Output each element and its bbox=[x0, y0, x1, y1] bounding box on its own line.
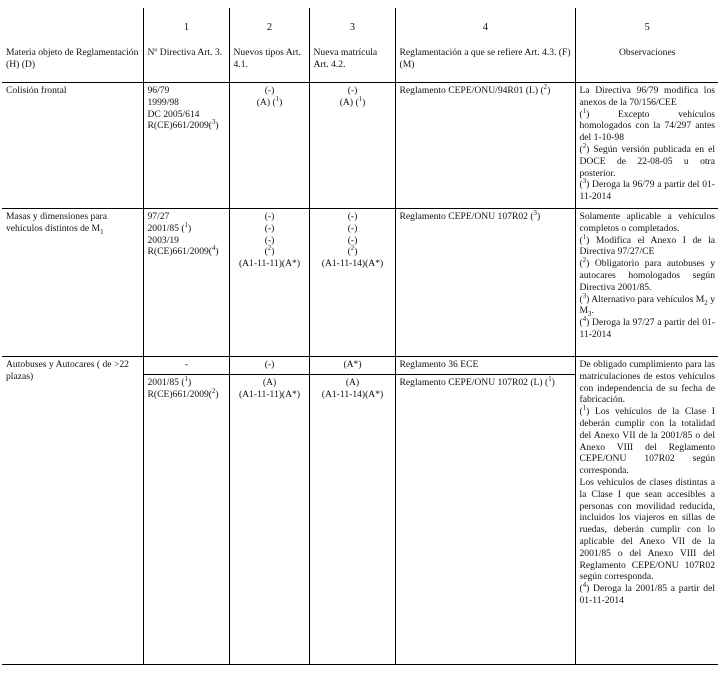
new-registration-cell: (-) (A) ($^1$) bbox=[309, 83, 395, 209]
regulation-cell: Reglamento 36 ECE bbox=[395, 357, 575, 375]
column-number: 4 bbox=[482, 22, 489, 33]
table-header-row bbox=[2, 8, 718, 83]
column-number: 5 bbox=[644, 22, 650, 33]
directive-cell: 2001/85 ($^1$) R(CE)661/2009($^2$) bbox=[143, 375, 229, 665]
regulation-cell: Reglamento CEPE/ONU 107R02 (L) ($^1$) bbox=[395, 375, 575, 665]
header-cell-directive bbox=[143, 8, 229, 83]
new-registration-cell: (A) (A1-11-14)(A*) bbox=[309, 375, 395, 665]
new-registration-cell: (-) (-) (-) ($^2$) (A1-11-14)(A*) bbox=[309, 209, 395, 357]
column-number: 2 bbox=[266, 22, 273, 33]
header-cell-new-types bbox=[229, 8, 309, 83]
new-types-cell: (A) (A1-11-11)(A*) bbox=[229, 375, 309, 665]
observations-cell: De obligado cumplimiento para las matriculaciones de estos vehículos con independencia de su fecha de fabricación. ($^1$) Los vehículos de la Clase I deberán cumplir con la totalidad del Anexo VII de la 2001/85 o del Anexo VIII del Reglamento CEPE/ONU 107R02 según corresponda. Los vehículos de clases distintas a la Clase I que sean accesibles a personas con movilidad reducida, incluidos los viajeros en sillas de ruedas, deberán cumplir con lo aplicable del Anexo VII de la 2001/85 o del Anexo VIII del Reglamento CEPE/ONU 107R02 según corresponda. ($^4$) Deroga la 2001/85 a partir del 01-11-2014 bbox=[575, 357, 718, 665]
regulation-table bbox=[2, 8, 718, 665]
new-registration-cell: (A*) bbox=[309, 357, 395, 375]
new-types-cell: (-) (A) ($^1$) bbox=[229, 83, 309, 209]
observations-cell: La Directiva 96/79 modifica los anexos de la 70/156/CEE ($^1$) Excepto vehículos homologados con la 74/297 antes del 1-10-98 ($^2$) Según versión publicada en el DOCE de 22-08-05 u otra posterior. ($^3$) Deroga la 96/79 a partir del 01-11-2014 bbox=[575, 83, 718, 209]
column-number: 3 bbox=[349, 22, 356, 33]
subject-cell: Masas y dimensiones para vehículos distintos de $M_1$ bbox=[2, 209, 143, 357]
header-cell-subject bbox=[2, 8, 143, 83]
table-row bbox=[2, 83, 718, 209]
subject-cell: Colisión frontal bbox=[2, 83, 143, 209]
header-label: Nuevos tipos Art. 4.1. bbox=[233, 47, 301, 70]
column-number: 1 bbox=[183, 22, 190, 33]
table-row bbox=[2, 357, 718, 375]
header-label: Nueva matrícula Art. 4.2. bbox=[313, 47, 378, 70]
header-label: Reglamentación a que se refiere Art. 4.3. (F) (M) bbox=[399, 47, 571, 70]
directive-cell: - bbox=[143, 357, 229, 375]
header-label: Materia objeto de Reglamentación (H) (D) bbox=[6, 47, 139, 70]
header-label: Nº Directiva Art. 3. bbox=[147, 47, 223, 58]
new-types-cell: (-) (-) (-) ($^2$) (A1-11-11)(A*) bbox=[229, 209, 309, 357]
header-cell-observations bbox=[575, 8, 718, 83]
subject-cell: Autobuses y Autocares ( de >22 plazas) bbox=[2, 357, 143, 665]
regulation-cell: Reglamento CEPE/ONU/94R01 (L) ($^2$) bbox=[395, 83, 575, 209]
regulation-cell: Reglamento CEPE/ONU 107R02 ($^3$) bbox=[395, 209, 575, 357]
new-types-cell: (-) bbox=[229, 357, 309, 375]
observations-cell: Solamente aplicable a vehículos completos o completados. ($^1$) Modifica el Anexo I de la Directiva 97/27/CE ($^2$) Obligatorio para autobuses y autocares homologados según Directiva 2001/85. ($^3$) Alternativo para vehículos $M_2$ y $M_3$. ($^4$) Deroga la 97/27 a partir del 01-11-2014 bbox=[575, 209, 718, 357]
directive-cell: 97/27 2001/85 ($^1$) 2003/19 R(CE)661/2009($^4$) bbox=[143, 209, 229, 357]
header-label: Observaciones bbox=[619, 47, 676, 58]
directive-cell: 96/79 1999/98 DC 2005/614 R(CE)661/2009($^3$) bbox=[143, 83, 229, 209]
header-cell-regulation bbox=[395, 8, 575, 83]
header-cell-new-registration bbox=[309, 8, 395, 83]
table-row bbox=[2, 209, 718, 357]
